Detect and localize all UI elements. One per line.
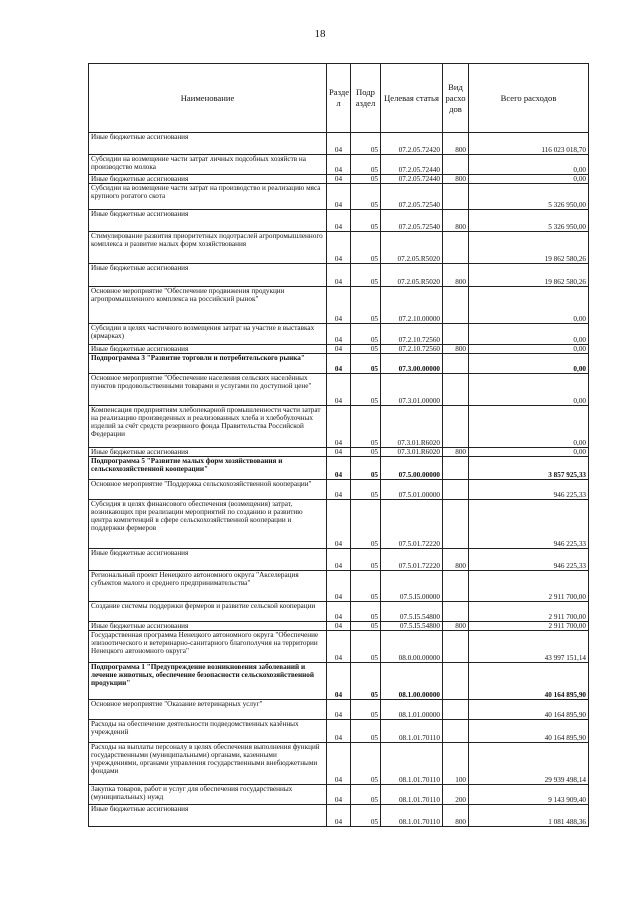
header-expense-type: Вид расхо дов [443,64,469,133]
cell-total: 0,00 [469,155,589,175]
cell-expense-type [443,287,469,324]
cell-expense-type: 800 [443,448,469,457]
cell-total: 40 164 895,90 [469,663,589,700]
table-row [89,345,589,354]
table-row [89,457,589,480]
cell-total: 0,00 [469,448,589,457]
cell-target-article: 08.1.01.00000 [381,700,443,720]
cell-expense-type: 800 [443,345,469,354]
cell-name: Создание системы поддержки фермеров и развитие сельской кооперации [89,602,327,622]
cell-section: 04 [327,500,351,549]
cell-target-article: 07.2.05.72420 [381,133,443,155]
cell-section: 04 [327,805,351,827]
cell-expense-type [443,406,469,448]
cell-name: Основное мероприятие "Поддержка сельскохозяйственной кооперации" [89,480,327,500]
cell-total: 2 911 700,00 [469,602,589,622]
cell-subsection: 05 [351,500,381,549]
table-row [89,324,589,345]
cell-expense-type [443,500,469,549]
cell-section: 04 [327,175,351,184]
cell-section: 04 [327,287,351,324]
table-row [89,155,589,175]
cell-target-article: 07.5.I5.54800 [381,602,443,622]
table-row [89,549,589,571]
cell-total: 0,00 [469,324,589,345]
table-row [89,354,589,374]
table-row [89,622,589,631]
cell-subsection: 05 [351,264,381,287]
cell-target-article: 07.5.01.00000 [381,480,443,500]
cell-name: Подпрограмма 1 "Предупреждение возникновения заболеваний и лечение животных, обеспечение безопасности сельскохозяйственной продукции" [89,663,327,700]
cell-name: Компенсация предприятиям хлебопекарной промышленности части затрат на реализацию произведенных и реализованных хлеба и хлебобулочных изделий за счёт средств резервного фонда Правительства Российской Федерации [89,406,327,448]
header-section: Разде л [327,64,351,133]
cell-target-article: 07.3.01.R6020 [381,406,443,448]
cell-target-article: 07.5.01.72220 [381,500,443,549]
cell-section: 04 [327,743,351,785]
cell-expense-type [443,571,469,602]
cell-subsection: 05 [351,374,381,406]
cell-target-article: 07.2.05.72540 [381,184,443,210]
cell-total: 40 164 895,90 [469,720,589,743]
cell-section: 04 [327,720,351,743]
page-number: 18 [314,28,326,40]
header-total: Всего расходов [469,64,589,133]
cell-expense-type [443,354,469,374]
cell-section: 04 [327,324,351,345]
cell-expense-type [443,324,469,345]
cell-expense-type [443,155,469,175]
cell-subsection: 05 [351,805,381,827]
budget-table [88,63,589,827]
cell-expense-type: 200 [443,785,469,805]
table-row [89,663,589,700]
cell-subsection: 05 [351,720,381,743]
table-row [89,287,589,324]
cell-subsection: 05 [351,549,381,571]
cell-subsection: 05 [351,480,381,500]
cell-subsection: 05 [351,571,381,602]
cell-total: 5 326 950,00 [469,184,589,210]
cell-name: Иные бюджетные ассигнования [89,622,327,631]
cell-section: 04 [327,785,351,805]
cell-expense-type [443,232,469,264]
cell-total: 946 225,33 [469,480,589,500]
cell-total: 0,00 [469,374,589,406]
cell-name: Государственная программа Ненецкого автономного округа "Обеспечение эпизоотического и ветеринарно-санитарного благополучия на территории Ненецкого автономного округа" [89,631,327,663]
cell-section: 04 [327,184,351,210]
table-row [89,184,589,210]
cell-expense-type [443,184,469,210]
cell-expense-type [443,374,469,406]
cell-subsection: 05 [351,175,381,184]
cell-target-article: 07.2.10.00000 [381,287,443,324]
cell-target-article: 07.2.05.72540 [381,210,443,232]
table-row [89,406,589,448]
cell-section: 04 [327,133,351,155]
cell-section: 04 [327,374,351,406]
cell-total: 40 164 895,90 [469,700,589,720]
cell-name: Иные бюджетные ассигнования [89,448,327,457]
cell-name: Иные бюджетные ассигнования [89,175,327,184]
header-name: Наименование [89,64,327,133]
cell-total: 2 911 700,00 [469,622,589,631]
cell-name: Расходы на обеспечение деятельности подведомственных казённых учреждений [89,720,327,743]
cell-subsection: 05 [351,155,381,175]
cell-name: Стимулирование развития приоритетных подотраслей агропромышленного комплекса и развитие малых форм хозяйствования [89,232,327,264]
cell-target-article: 07.2.05.72440 [381,155,443,175]
cell-expense-type: 800 [443,622,469,631]
table-row [89,232,589,264]
cell-name: Подпрограмма 3 "Развитие торговли и потребительского рынка" [89,354,327,374]
cell-section: 04 [327,571,351,602]
cell-target-article: 07.2.05.R5020 [381,232,443,264]
cell-subsection: 05 [351,324,381,345]
cell-section: 04 [327,457,351,480]
cell-name: Иные бюджетные ассигнования [89,264,327,287]
cell-subsection: 05 [351,406,381,448]
cell-target-article: 07.2.05.72440 [381,175,443,184]
cell-name: Иные бюджетные ассигнования [89,345,327,354]
cell-section: 04 [327,232,351,264]
cell-total: 0,00 [469,345,589,354]
cell-section: 04 [327,549,351,571]
table-row [89,720,589,743]
cell-expense-type: 800 [443,264,469,287]
cell-total: 946 225,33 [469,549,589,571]
cell-target-article: 08.0.00.00000 [381,631,443,663]
cell-total: 116 023 018,70 [469,133,589,155]
cell-target-article: 08.1.01.70110 [381,785,443,805]
cell-expense-type: 100 [443,743,469,785]
cell-name: Субсидии на возмещение части затрат личных подсобных хозяйств на производство молока [89,155,327,175]
table-row [89,374,589,406]
cell-name: Основное мероприятие "Оказание ветеринарных услуг" [89,700,327,720]
cell-name: Иные бюджетные ассигнования [89,805,327,827]
cell-expense-type [443,720,469,743]
cell-name: Иные бюджетные ассигнования [89,549,327,571]
cell-name: Региональный проект Ненецкого автономного округа "Акселерация субъектов малого и среднего предпринимательства" [89,571,327,602]
cell-target-article: 07.5.01.72220 [381,549,443,571]
cell-target-article: 07.2.05.R5020 [381,264,443,287]
table-row [89,571,589,602]
cell-target-article: 07.2.10.72560 [381,345,443,354]
cell-target-article: 07.3.01.R6020 [381,448,443,457]
cell-name: Расходы на выплаты персоналу в целях обеспечения выполнения функций государственными (муниципальными) органами, казенными учреждениями, органами управления государственными внебюджетными фондами [89,743,327,785]
cell-subsection: 05 [351,785,381,805]
cell-section: 04 [327,663,351,700]
cell-name: Основное мероприятие "Обеспечение продвижения продукции агропромышленного комплекса на российский рынок" [89,287,327,324]
cell-name: Иные бюджетные ассигнования [89,210,327,232]
table-header-row [89,64,589,133]
table-row [89,631,589,663]
cell-total: 0,00 [469,175,589,184]
cell-total: 1 081 488,36 [469,805,589,827]
cell-total: 29 939 498,14 [469,743,589,785]
cell-section: 04 [327,448,351,457]
cell-section: 04 [327,264,351,287]
cell-expense-type [443,631,469,663]
table-row [89,480,589,500]
cell-expense-type [443,663,469,700]
cell-target-article: 07.3.00.00000 [381,354,443,374]
table-body [89,133,589,827]
cell-subsection: 05 [351,602,381,622]
cell-section: 04 [327,602,351,622]
cell-target-article: 08.1.01.70110 [381,743,443,785]
cell-total: 0,00 [469,354,589,374]
cell-target-article: 07.5.I5.54800 [381,622,443,631]
cell-total: 19 862 580,26 [469,232,589,264]
cell-expense-type [443,480,469,500]
cell-subsection: 05 [351,210,381,232]
cell-target-article: 07.5.00.00000 [381,457,443,480]
cell-subsection: 05 [351,457,381,480]
cell-target-article: 08.1.00.00000 [381,663,443,700]
table-row [89,500,589,549]
cell-total: 19 862 580,26 [469,264,589,287]
cell-target-article: 07.3.01.00000 [381,374,443,406]
cell-expense-type: 800 [443,549,469,571]
cell-subsection: 05 [351,448,381,457]
cell-section: 04 [327,354,351,374]
cell-total: 3 857 925,33 [469,457,589,480]
cell-section: 04 [327,155,351,175]
cell-expense-type: 800 [443,210,469,232]
cell-total: 0,00 [469,406,589,448]
cell-subsection: 05 [351,631,381,663]
cell-section: 04 [327,480,351,500]
cell-subsection: 05 [351,663,381,700]
table-row [89,785,589,805]
table-row [89,175,589,184]
cell-target-article: 08.1.01.70110 [381,805,443,827]
cell-name: Основное мероприятие "Обеспечение населения сельских населённых пунктов продовольственными товарами и услугами по доступной цене" [89,374,327,406]
cell-target-article: 07.2.10.72560 [381,324,443,345]
cell-name: Иные бюджетные ассигнования [89,133,327,155]
cell-section: 04 [327,622,351,631]
table-row [89,743,589,785]
cell-name: Субсидии в целях частичного возмещения затрат на участие в выставках (ярмарках) [89,324,327,345]
table-row [89,133,589,155]
cell-subsection: 05 [351,622,381,631]
cell-target-article: 07.5.I5.00000 [381,571,443,602]
table-row [89,210,589,232]
table-row [89,448,589,457]
cell-section: 04 [327,345,351,354]
cell-expense-type [443,602,469,622]
cell-subsection: 05 [351,354,381,374]
cell-name: Закупка товаров, работ и услуг для обеспечения государственных (муниципальных) нужд [89,785,327,805]
table-row [89,602,589,622]
cell-name: Субсидии на возмещение части затрат на производство и реализацию мяса крупного рогатого скота [89,184,327,210]
cell-expense-type: 800 [443,805,469,827]
cell-subsection: 05 [351,743,381,785]
cell-total: 0,00 [469,287,589,324]
cell-expense-type [443,700,469,720]
cell-expense-type: 800 [443,133,469,155]
cell-expense-type [443,457,469,480]
table-row [89,805,589,827]
cell-section: 04 [327,700,351,720]
cell-subsection: 05 [351,133,381,155]
cell-total: 9 143 909,40 [469,785,589,805]
cell-total: 5 326 950,00 [469,210,589,232]
cell-subsection: 05 [351,700,381,720]
cell-name: Субсидия в целях финансового обеспечения (возмещения) затрат, возникающих при реализации мероприятий по созданию и развитию центра компетенций в сфере сельскохозяйственной кооперации и поддержки фермеров [89,500,327,549]
cell-section: 04 [327,631,351,663]
cell-subsection: 05 [351,287,381,324]
cell-subsection: 05 [351,345,381,354]
cell-total: 946 225,33 [469,500,589,549]
cell-expense-type: 800 [443,175,469,184]
header-target-article: Целевая статья [381,64,443,133]
cell-subsection: 05 [351,184,381,210]
cell-section: 04 [327,406,351,448]
cell-name: Подпрограмма 5 "Развитие малых форм хозяйствования и сельскохозяйственной кооперации" [89,457,327,480]
cell-subsection: 05 [351,232,381,264]
cell-total: 2 911 700,00 [469,571,589,602]
cell-section: 04 [327,210,351,232]
cell-total: 43 997 151,14 [469,631,589,663]
table-row [89,264,589,287]
header-subsection: Подр аздел [351,64,381,133]
table-row [89,700,589,720]
cell-target-article: 08.1.01.70110 [381,720,443,743]
